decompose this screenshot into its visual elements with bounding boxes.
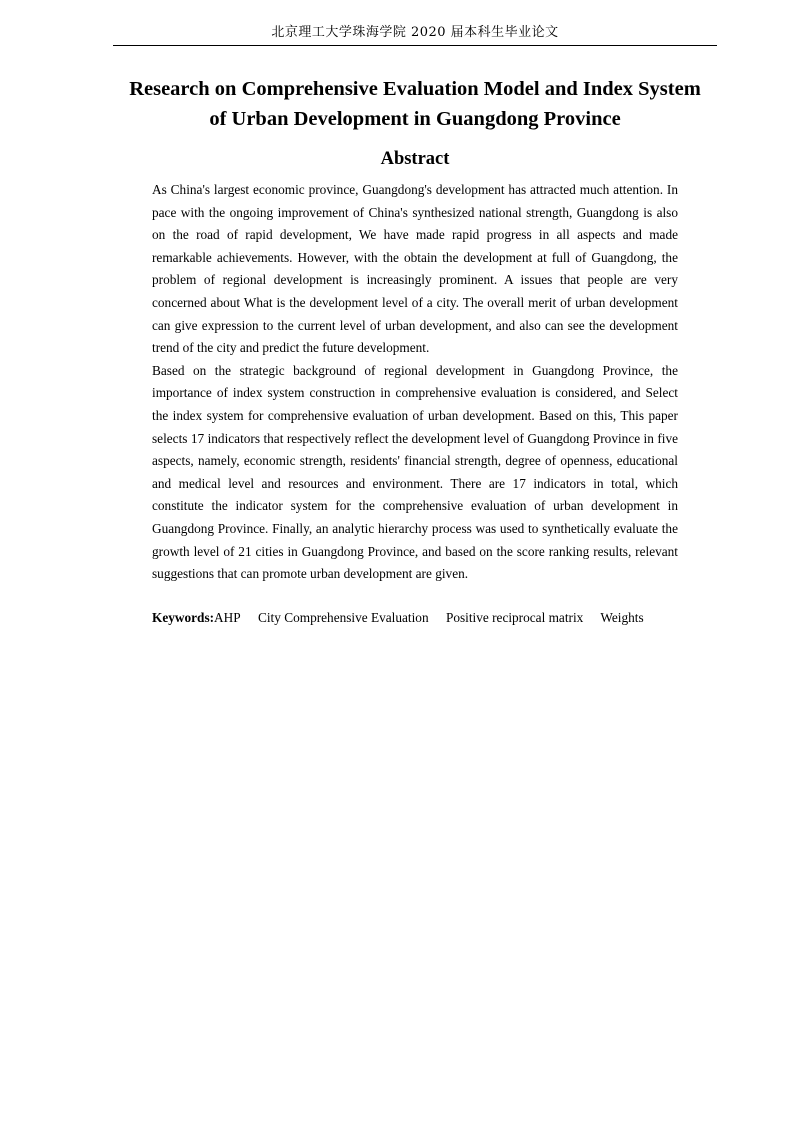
keywords-line	[152, 607, 692, 630]
keyword-item: City Comprehensive Evaluation	[257, 610, 429, 625]
paper-title	[100, 74, 730, 134]
keywords-label: Keywords:	[152, 610, 215, 625]
header-rule	[113, 45, 717, 46]
keyword-item: Weights	[600, 610, 644, 625]
abstract-body	[152, 179, 678, 586]
abstract-paragraph-2: Based on the strategic background of regional development in Guangdong Province, the importance of index system construction in comprehensive evaluation is considered, and Select the index system for comprehensive evaluation of urban development. Based on this, This paper selects 17 indicators that respectively reflect the development level of Guangdong Province in five aspects, namely, economic strength, residents' financial strength, degree of openness, educational and medical level and resources and environment. There are 17 indicators in total, which constitute the indicator system for the comprehensive evaluation of urban development in Guangdong Province. Finally, an analytic hierarchy process was used to synthetically evaluate the growth level of 21 cities in Guangdong Province, and based on the score ranking results, relevant suggestions that can promote urban development are given.	[152, 362, 678, 582]
abstract-paragraph-1: As China's largest economic province, Guangdong's development has attracted much attention. In pace with the ongoing improvement of China's synthesized national strength, Guangdong is also on the road of rapid development, We have made rapid progress in all aspects and made remarkable achievements. However, with the obtain the development at full of Guangdong, the problem of regional development is increasingly prominent. A issues that people are very concerned about What is the development level of a city. The overall merit of urban development can give expression to the current level of urban development, and also can see the development trend of the city and predict the future development.	[152, 182, 678, 356]
running-header: 北京理工大学珠海学院 2020 届本科生毕业论文	[271, 25, 559, 40]
paper-title-line-1: Research on Comprehensive Evaluation Model and Index System	[129, 78, 701, 100]
keyword-item: Positive reciprocal matrix	[445, 610, 584, 625]
abstract-heading: Abstract	[380, 149, 450, 169]
keyword-item: AHP	[214, 610, 241, 625]
paper-title-line-2: of Urban Development in Guangdong Province	[209, 108, 621, 130]
